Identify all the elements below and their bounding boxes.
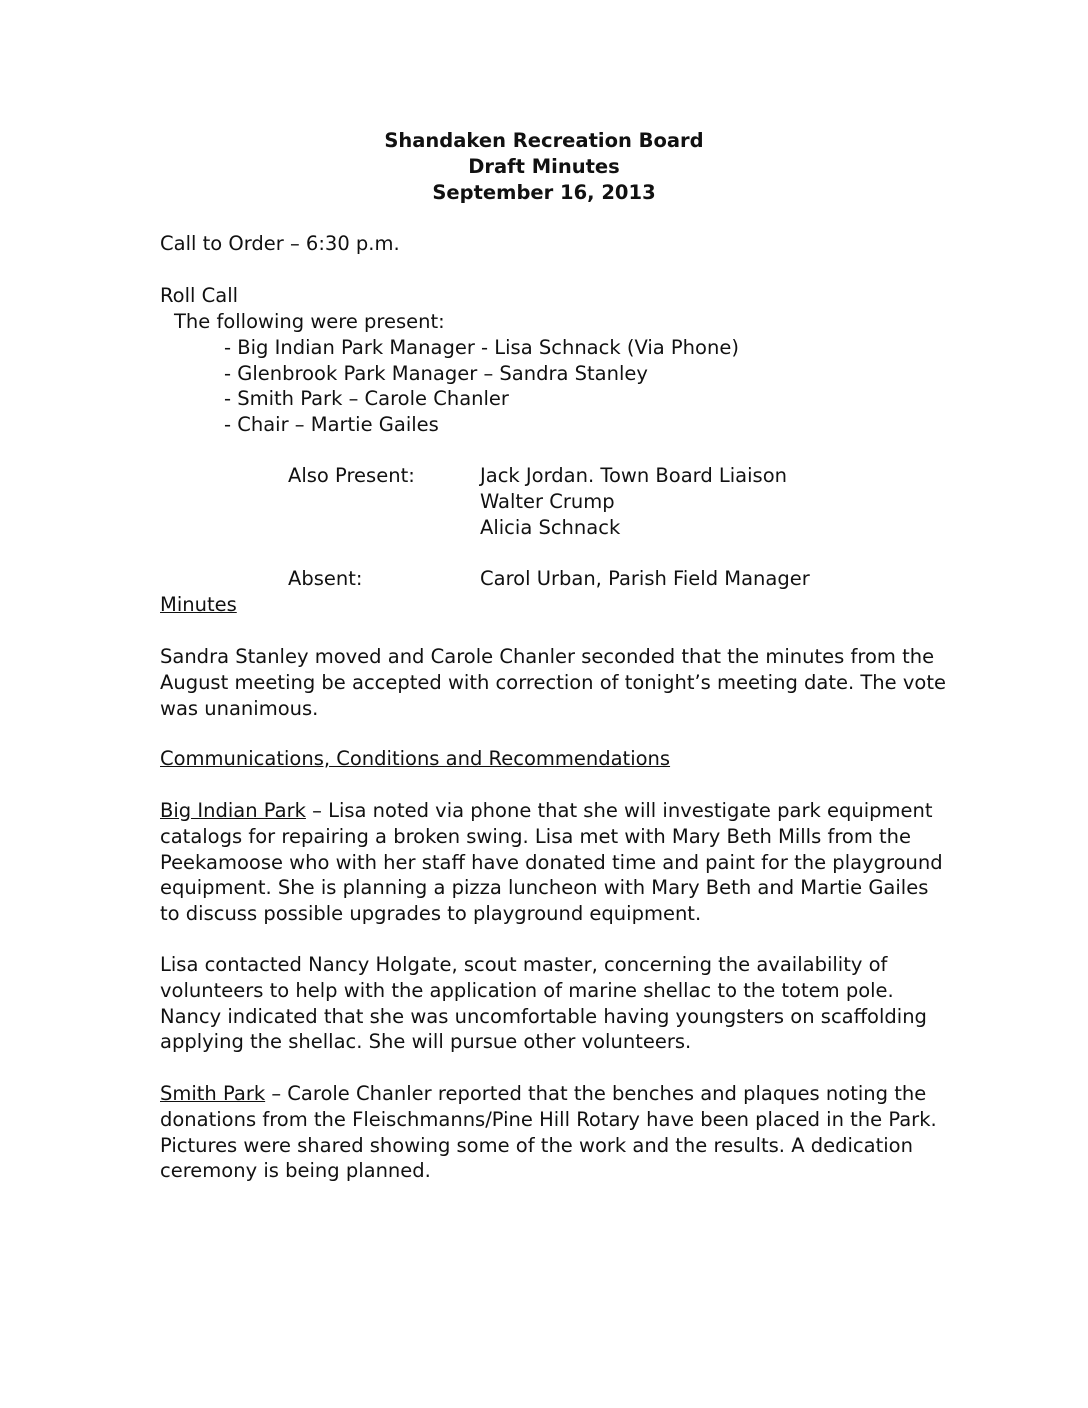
paragraph-line: applying the shellac. She will pursue other volunteers.: [160, 1030, 692, 1054]
paragraph-line: Nancy indicated that she was uncomfortable having youngsters on scaffolding: [160, 1004, 927, 1028]
member-item: - Chair – Martie Gailes: [224, 413, 439, 436]
document-title: Shandaken Recreation Board: [384, 129, 704, 152]
paragraph-line: catalogs for repairing a broken swing. Lisa met with Mary Beth Mills from the: [160, 824, 912, 848]
paragraph-line: ceremony is being planned.: [160, 1159, 431, 1183]
paragraph-line-text: – Carole Chanler reported that the benches and plaques noting the: [265, 1082, 927, 1105]
absent-value: Carol Urban, Parish Field Manager: [480, 567, 810, 590]
smith-park-paragraph: [160, 1081, 940, 1184]
minutes-paragraph: [160, 644, 946, 721]
communications-heading: Communications, Conditions and Recommendations: [160, 747, 671, 770]
paragraph-line: Pictures were shared showing some of the work and the results. A dedication: [160, 1133, 913, 1157]
document-subtitle: Draft Minutes: [468, 155, 620, 178]
absent-label: Absent:: [288, 567, 363, 590]
paragraph-line: Sandra Stanley moved and Carole Chanler seconded that the minutes from the: [160, 645, 935, 668]
member-item: - Big Indian Park Manager - Lisa Schnack (Via Phone): [224, 336, 739, 359]
lisa-contact-paragraph: [160, 952, 940, 1055]
paragraph-line-text: – Lisa noted via phone that she will investigate park equipment: [305, 799, 933, 822]
paragraph-line: was unanimous.: [160, 696, 319, 720]
paragraph-line: August meeting be accepted with correction of tonight’s meeting date. The vote: [160, 670, 946, 694]
minutes-heading: Minutes: [160, 593, 237, 616]
also-present-item: Jack Jordan. Town Board Liaison: [480, 464, 787, 487]
paragraph-line: [160, 798, 940, 824]
big-indian-park-paragraph: [160, 798, 943, 927]
member-item: - Glenbrook Park Manager – Sandra Stanley: [224, 362, 648, 385]
big-indian-park-label: Big Indian Park: [160, 799, 306, 822]
paragraph-line: Peekamoose who with her staff have donated time and paint for the playground: [160, 850, 943, 874]
paragraph-line: equipment. She is planning a pizza luncheon with Mary Beth and Martie Gailes: [160, 876, 929, 900]
also-present-item: Walter Crump: [480, 490, 615, 513]
also-present-item: Alicia Schnack: [480, 516, 621, 539]
meeting-date: September 16, 2013: [432, 181, 656, 204]
document-header: [0, 128, 1088, 206]
roll-call-heading: Roll Call: [160, 284, 239, 307]
paragraph-line: to discuss possible upgrades to playground equipment.: [160, 902, 702, 926]
paragraph-line: [160, 1081, 940, 1107]
smith-park-label: Smith Park: [160, 1082, 266, 1105]
call-to-order: Call to Order – 6:30 p.m.: [160, 232, 400, 255]
paragraph-line: Lisa contacted Nancy Holgate, scout master, concerning the availability of: [160, 953, 888, 976]
also-present-label: Also Present:: [288, 464, 415, 487]
member-item: - Smith Park – Carole Chanler: [224, 387, 509, 410]
paragraph-line: donations from the Fleischmanns/Pine Hill Rotary have been placed in the Park.: [160, 1107, 937, 1131]
roll-call-intro: The following were present:: [174, 310, 445, 333]
paragraph-line: volunteers to help with the application of marine shellac to the totem pole.: [160, 978, 894, 1002]
